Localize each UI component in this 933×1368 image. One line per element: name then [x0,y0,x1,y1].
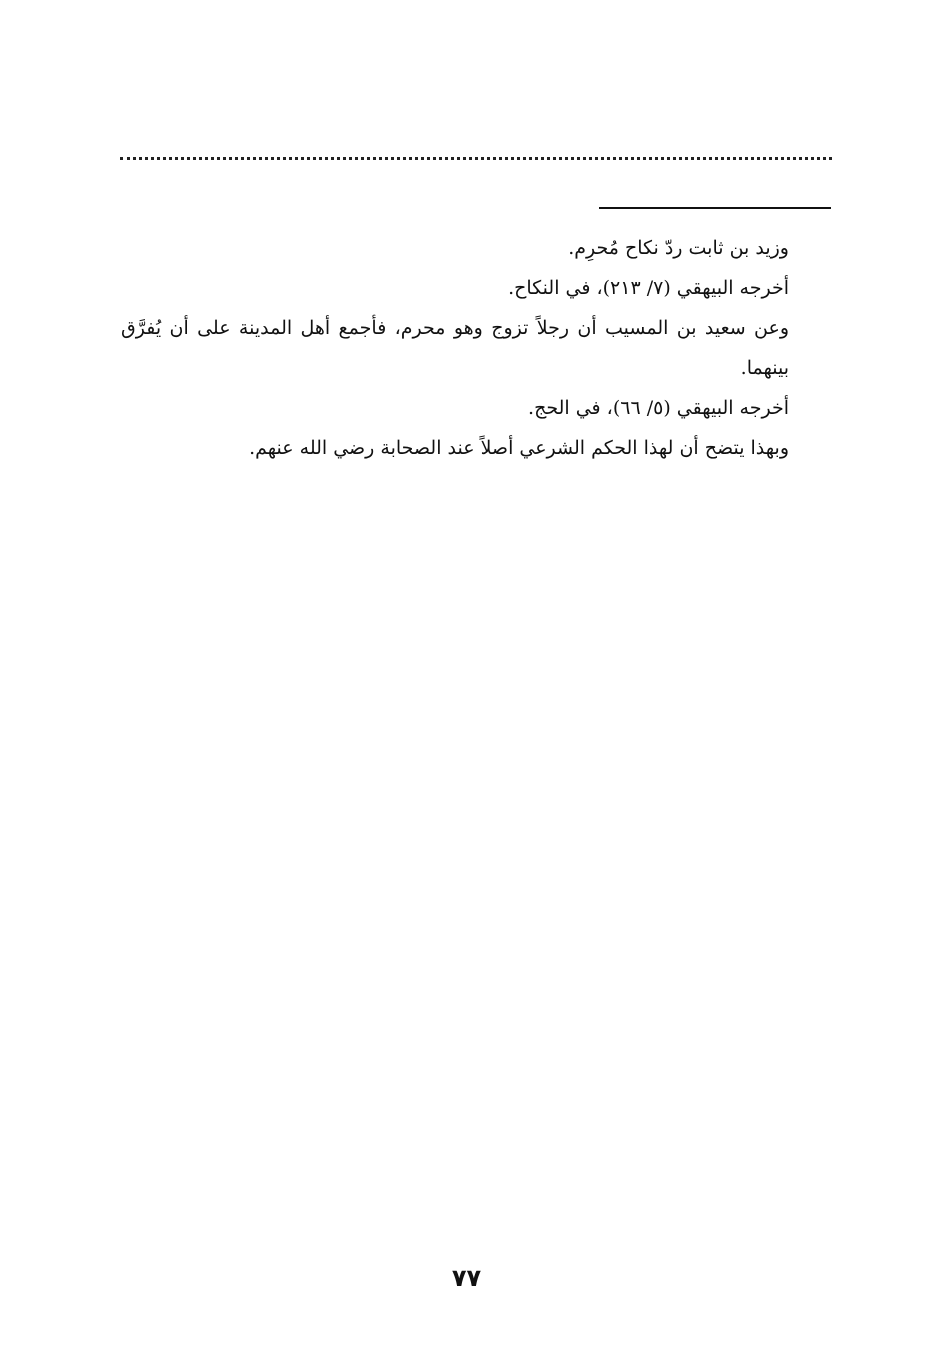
page-number: ٧٧ [451,1264,482,1292]
footnote-line: وزيد بن ثابت ردّ نكاح مُحرِم. [568,237,789,259]
footnote-line: وعن سعيد بن المسيب أن رجلاً تزوج وهو محرم، فأجمع أهل المدينة على أن يُفرَّق بينهما. [121,317,789,379]
footnote-line: أخرجه البيهقي (٧/ ٢١٣)، في النكاح. [508,277,789,299]
footnotes-block [121,228,831,468]
footnote-line: أخرجه البيهقي (٥/ ٦٦)، في الحج. [528,397,789,419]
dotted-separator [120,157,832,160]
footnote-separator-line [599,207,831,209]
footnote-line: وبهذا يتضح أن لهذا الحكم الشرعي أصلاً عند الصحابة رضي الله عنهم. [249,437,789,459]
